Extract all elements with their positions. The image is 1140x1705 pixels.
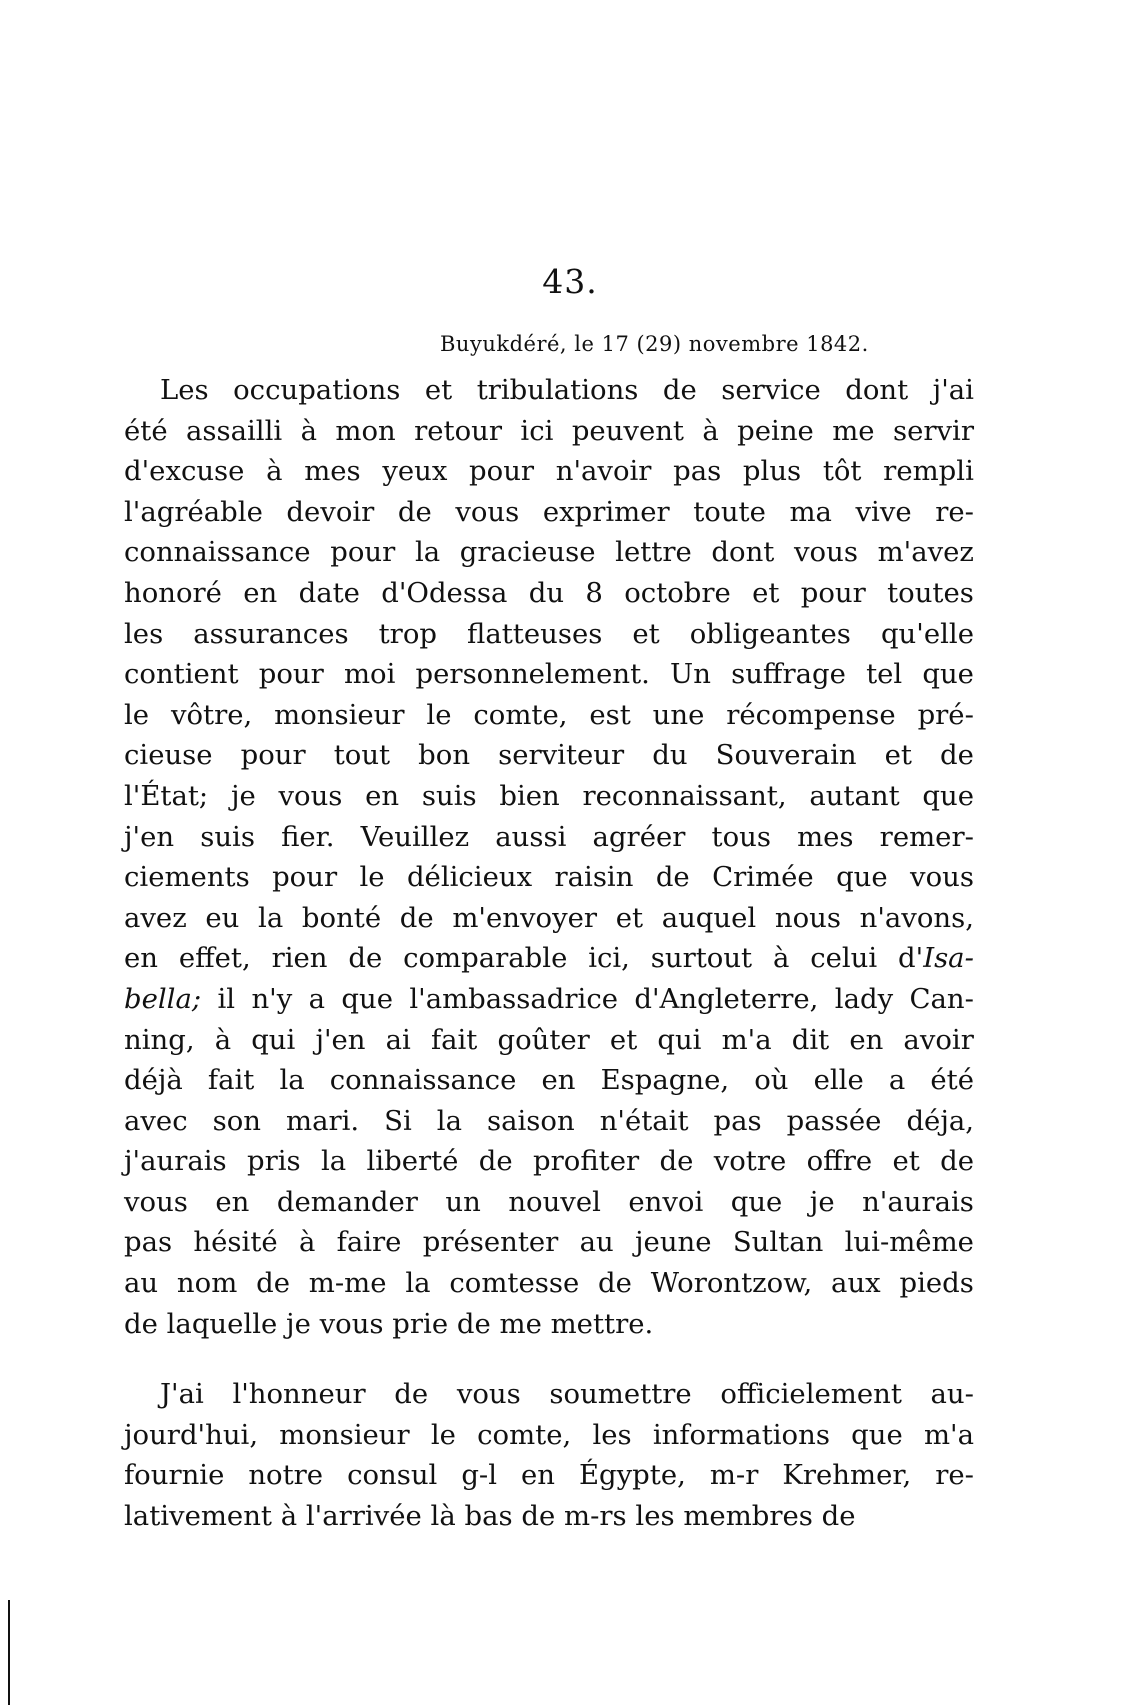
text-line: fournie notre consul g-l en Égypte, m-r Krehmer, re- xyxy=(124,1459,974,1492)
text-line: déjà fait la connaissance en Espagne, où elle a été xyxy=(124,1064,974,1097)
text-line: Les occupations et tribulations de service dont j'ai xyxy=(160,374,974,406)
paragraph xyxy=(124,370,974,1344)
paragraph xyxy=(124,1374,974,1536)
text-line: ciements pour le délicieux raisin de Crimée que vous xyxy=(124,861,974,894)
text-line: avez eu la bonté de m'envoyer et auquel nous n'avons, xyxy=(124,901,974,934)
text-line: j'aurais pris la liberté de profiter de votre offre et de xyxy=(124,1145,974,1178)
text-line: l'agréable devoir de vous exprimer toute ma vive re- xyxy=(124,495,974,528)
text-line: lativement à l'arrivée là bas de m-rs les membres de xyxy=(124,1500,856,1533)
text-line: honoré en date d'Odessa du 8 octobre et pour toutes xyxy=(124,576,974,609)
letter-number: 43. xyxy=(542,262,598,301)
text-line: le vôtre, monsieur le comte, est une récompense pré- xyxy=(124,698,974,731)
letter-body xyxy=(124,370,974,1537)
text-line: J'ai l'honneur de vous soumettre officielement au- xyxy=(160,1378,974,1411)
text-line: ning, à qui j'en ai fait goûter et qui m'a dit en avoir xyxy=(124,1023,974,1056)
text-line: en effet, rien de comparable ici, surtout à celui d'Isa- xyxy=(124,942,974,975)
text-line: connaissance pour la gracieuse lettre dont vous m'avez xyxy=(124,536,974,569)
text-line: les assurances trop flatteuses et obligeantes qu'elle xyxy=(124,617,974,650)
text-line: au nom de m-me la comtesse de Worontzow, aux pieds xyxy=(124,1267,974,1300)
text-line: avec son mari. Si la saison n'était pas passée déja, xyxy=(124,1104,974,1137)
text-line: jourd'hui, monsieur le comte, les informations que m'a xyxy=(124,1418,974,1451)
text-line: bella; il n'y a que l'ambassadrice d'Angleterre, lady Can- xyxy=(124,982,974,1015)
text-line: cieuse pour tout bon serviteur du Souverain et de xyxy=(124,739,974,772)
text-line: vous en demander un nouvel envoi que je n'aurais xyxy=(124,1185,974,1218)
text-line: de laquelle je vous prie de me mettre. xyxy=(124,1307,654,1340)
text-line: contient pour moi personnelement. Un suffrage tel que xyxy=(124,658,974,691)
text-line: j'en suis fier. Veuillez aussi agréer tous mes remer- xyxy=(124,820,974,853)
text-line: pas hésité à faire présenter au jeune Sultan lui-même xyxy=(124,1226,974,1259)
text-line: l'État; je vous en suis bien reconnaissant, autant que xyxy=(124,779,974,812)
dateline: Buyukdéré, le 17 (29) novembre 1842. xyxy=(440,332,869,356)
paragraph-gap xyxy=(124,1344,974,1374)
text-line: été assailli à mon retour ici peuvent à peine me servir xyxy=(124,414,974,447)
scan-edge-mark xyxy=(8,1600,10,1705)
text-line: d'excuse à mes yeux pour n'avoir pas plus tôt rempli xyxy=(124,455,974,488)
